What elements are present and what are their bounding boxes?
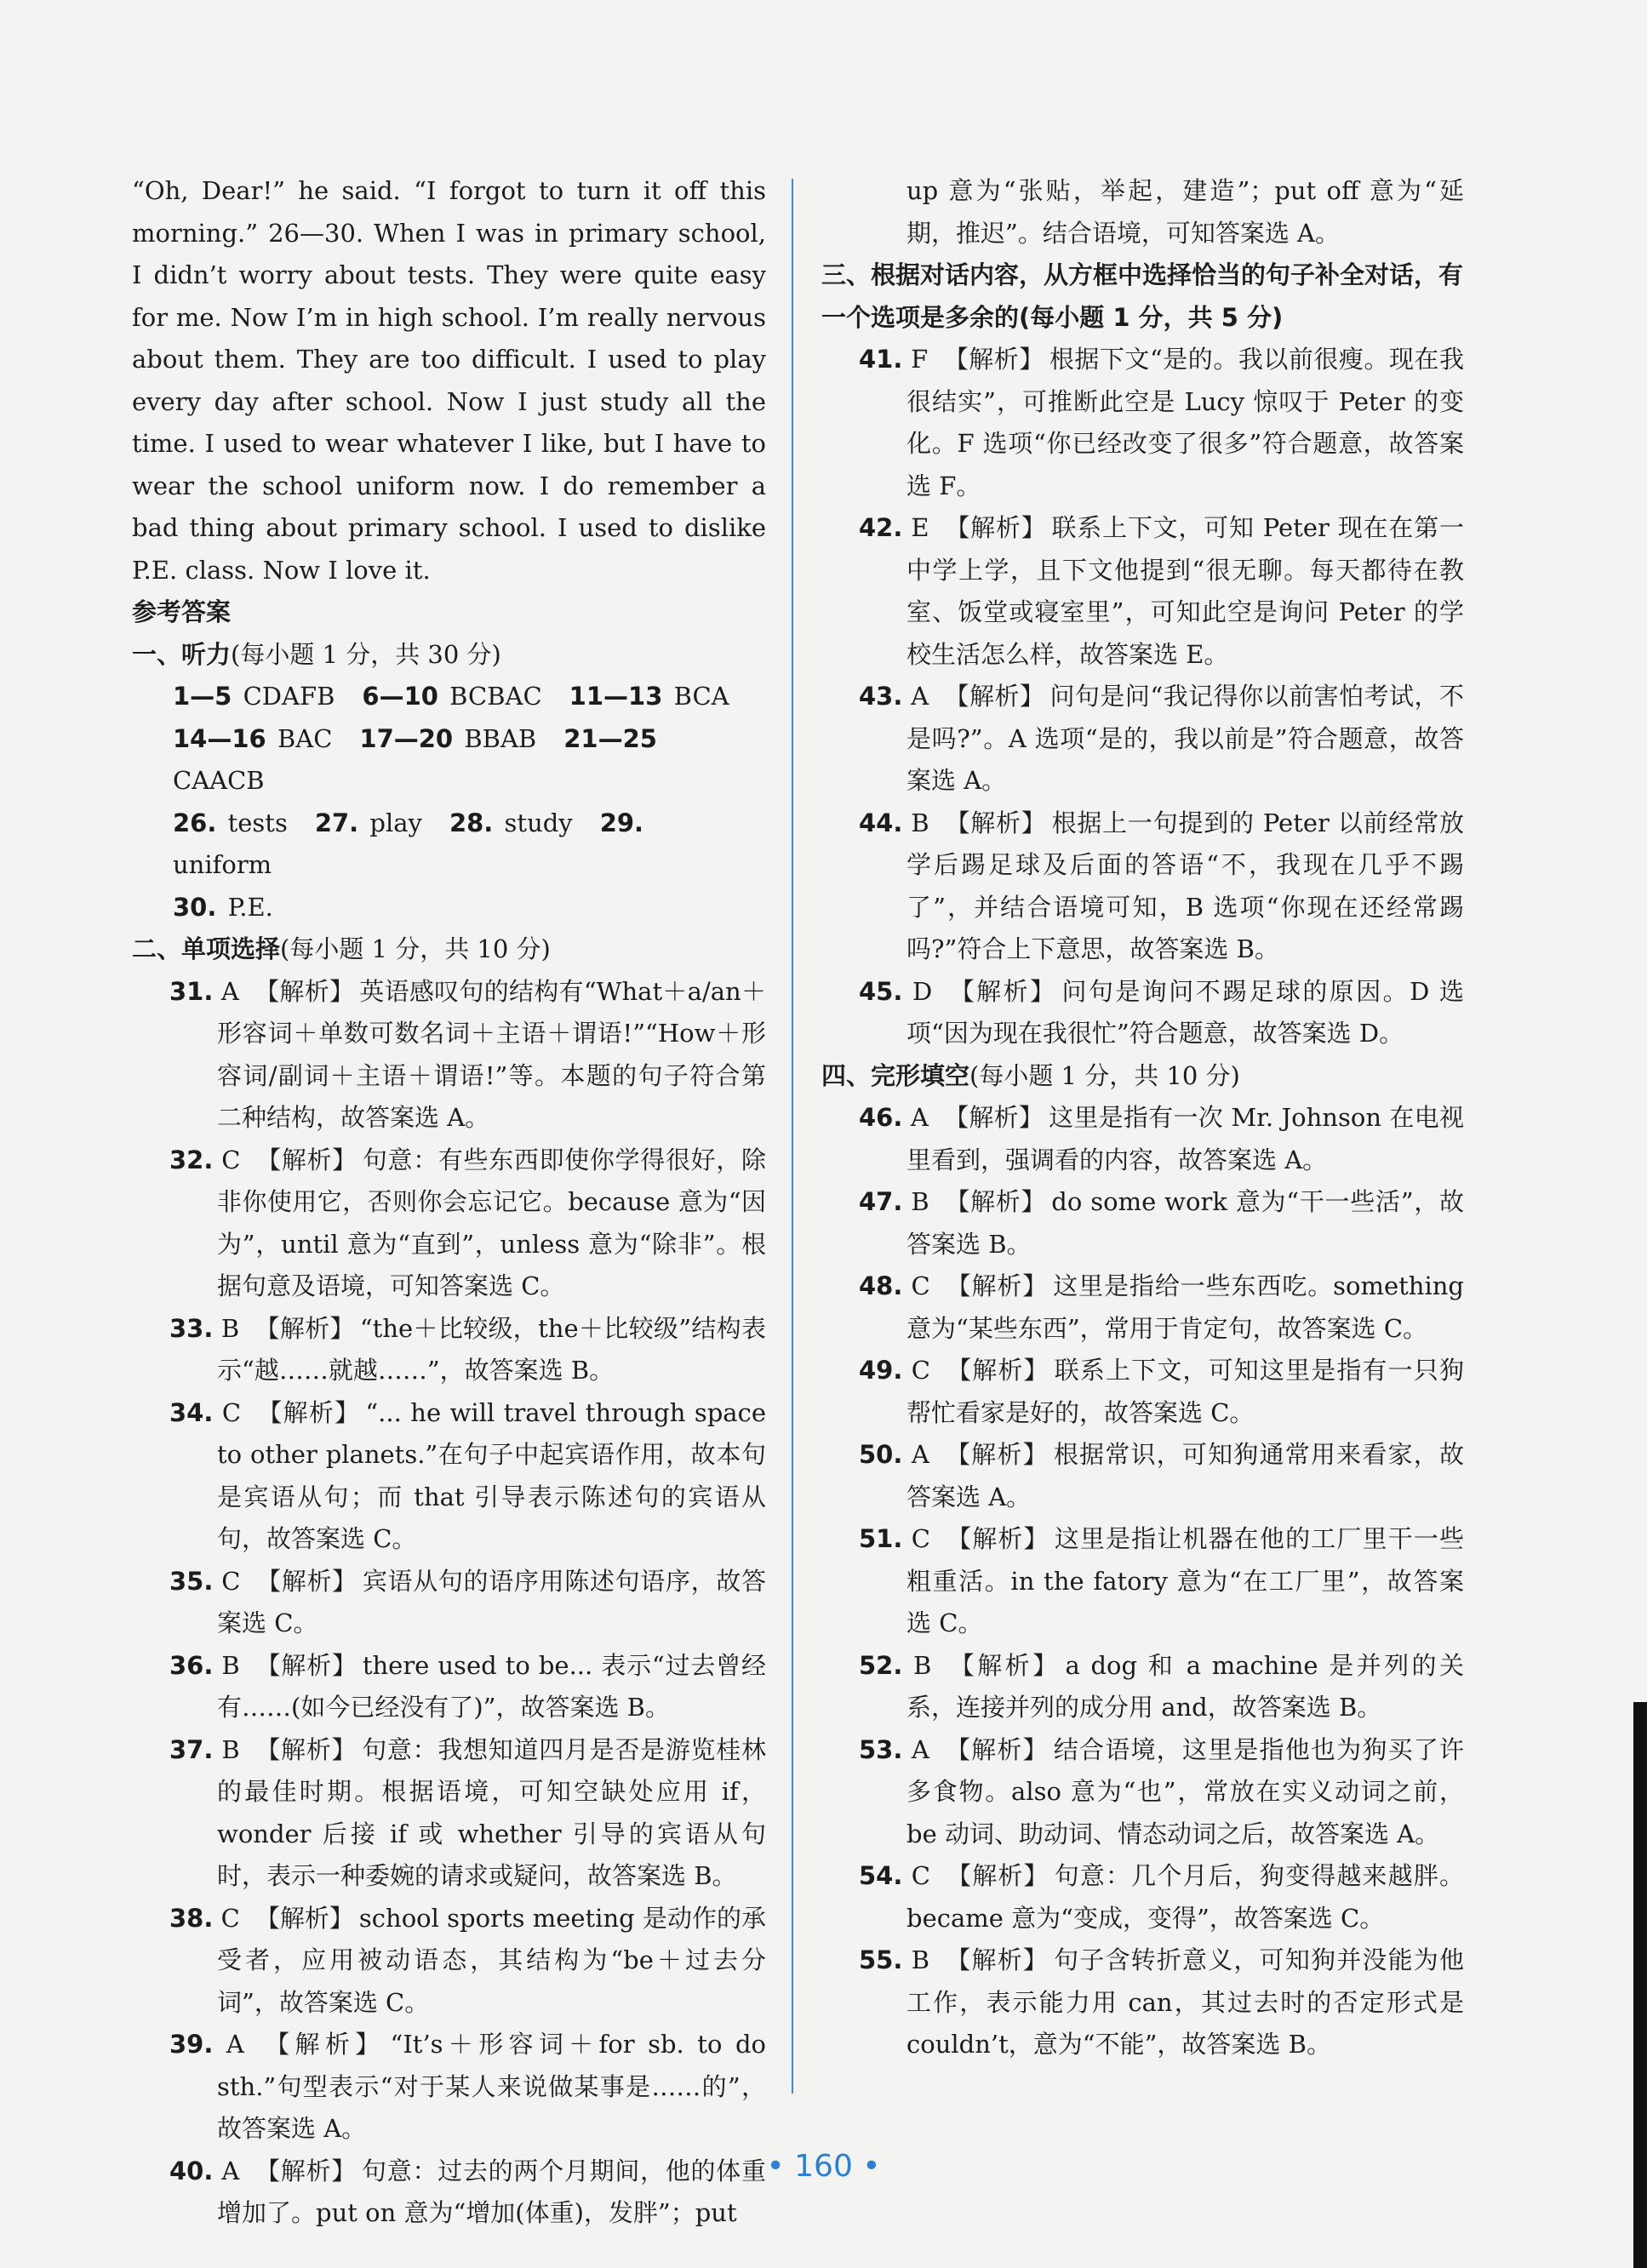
answer-item	[821, 1181, 1464, 1265]
answer-letter: B	[220, 1313, 240, 1343]
answer-letters: play	[369, 808, 422, 837]
analysis-text: “... he will travel through space to other planets.”在句子中起宾语作用，故本句是宾语从句；而 that 引导表示陈述句的宾语从句，故答案选 C。	[217, 1397, 766, 1553]
analysis-text: 这里是指给一些东西吃。something 意为“某些东西”，常用于肯定句，故答案选 C。	[906, 1271, 1464, 1343]
analysis-tag: 【解析】	[945, 1861, 1049, 1890]
answer-letter: A	[220, 976, 239, 1006]
analysis-tag: 【解析】	[946, 1650, 1061, 1680]
analysis-tag: 【解析】	[945, 1356, 1049, 1385]
answer-letter: A	[226, 2030, 244, 2059]
answer-letter: C	[911, 1271, 930, 1300]
answer-letter: B	[221, 1650, 240, 1680]
question-number: 54.	[859, 1861, 903, 1890]
answer-item	[132, 1561, 766, 1645]
answer-letter: C	[221, 1145, 241, 1174]
analysis-text: “It’s＋形容词＋for sb. to do sth.”句型表示“对于某人来说做某事是……的”，故答案选 A。	[217, 2030, 766, 2143]
analysis-text: there used to be... 表示“过去曾经有……(如今已经没有了)”，故答案选 B。	[217, 1650, 766, 1722]
analysis-tag: 【解析】	[945, 1271, 1049, 1300]
analysis-text: 根据常识，可知狗通常用来看家，故答案选 A。	[906, 1440, 1464, 1511]
analysis-text: 联系上下文，可知 Peter 现在在第一中学上学，且下文他提到“很无聊。每天都待在教室、饭堂或寝室里”，可知此空是询问 Peter 的学校生活怎么样，故答案选 E。	[906, 513, 1464, 669]
analysis-tag: 【解析】	[944, 682, 1045, 711]
answer-group	[173, 893, 273, 922]
answer-letter: B	[911, 808, 929, 837]
analysis-tag: 【解析】	[254, 1313, 355, 1343]
answer-letters: uniform	[173, 850, 272, 879]
answer-letter: C	[911, 1524, 930, 1553]
listening-row	[132, 887, 766, 929]
question-number: 55.	[859, 1945, 903, 1974]
answer-group	[359, 724, 536, 753]
question-range: 28.	[449, 808, 494, 837]
analysis-text: 结合语境，这里是指他也为狗买了许多食物。also 意为“也”，常放在实义动词之前，be 动词、助动词、情态动词之后，故答案选 A。	[906, 1734, 1464, 1848]
analysis-text: 句意：几个月后，狗变得越来越胖。became 意为“变成，变得”，故答案选 C。	[906, 1861, 1464, 1933]
answer-letter: F	[911, 345, 929, 374]
question-number: 47.	[859, 1187, 903, 1216]
analysis-text: 根据下文“是的。我以前很瘦。现在我很结实”，可推断此空是 Lucy 惊叹于 Peter 的变化。F 选项“你已经改变了很多”符合题意，故答案选 F。	[906, 345, 1465, 500]
answer-item	[821, 1434, 1464, 1518]
question-number: 40.	[169, 2156, 214, 2185]
analysis-tag: 【解析】	[944, 513, 1047, 542]
answer-item	[821, 1940, 1464, 2066]
question-number: 48.	[859, 1271, 903, 1300]
listening-answers	[132, 676, 766, 928]
answer-letter: A	[910, 1103, 929, 1132]
answer-item	[821, 803, 1464, 971]
analysis-text: do some work 意为“干一些活”，故答案选 B。	[906, 1187, 1464, 1259]
listening-row	[132, 803, 766, 887]
question-number: 41.	[859, 345, 903, 374]
answer-group	[569, 682, 729, 711]
question-range: 14—16	[173, 723, 266, 753]
analysis-tag: 【解析】	[943, 345, 1044, 374]
page-number: • 160 •	[766, 2149, 881, 2184]
answer-item	[132, 1729, 766, 1898]
question-number: 35.	[169, 1566, 214, 1596]
question-number: 49.	[859, 1356, 903, 1385]
analysis-tag: 【解析】	[254, 1903, 354, 1933]
analysis-tag: 【解析】	[254, 2156, 357, 2185]
analysis-text: 句子含转折意义，可知狗并没能为他工作，表示能力用 can，其过去时的否定形式是 couldn’t，意为“不能”，故答案选 B。	[906, 1945, 1464, 2059]
answer-letters: BCA	[673, 682, 729, 711]
question-number: 53.	[859, 1734, 903, 1764]
answer-item	[132, 1645, 766, 1729]
analysis-tag: 【解析】	[945, 1524, 1049, 1553]
section-heading: 三、根据对话内容，从方框中选择恰当的句子补全对话，有一个选项是多余的(每小题 1 分，共 5 分)	[821, 260, 1464, 332]
question-number: 43.	[859, 682, 903, 711]
answer-letter: B	[911, 1945, 930, 1974]
answer-letters: tests	[227, 808, 288, 837]
answer-list	[821, 1097, 1464, 2066]
answer-item	[132, 1140, 766, 1308]
question-number: 45.	[859, 976, 903, 1006]
question-range: 27.	[314, 808, 359, 837]
answer-item	[821, 339, 1464, 507]
answer-letter: C	[911, 1861, 930, 1890]
question-number: 52.	[859, 1650, 903, 1680]
answer-letter: C	[221, 1397, 242, 1427]
question-number: 33.	[169, 1313, 214, 1343]
analysis-tag: 【解析】	[255, 1145, 357, 1174]
answers-heading: 参考答案	[132, 597, 232, 626]
left-column	[132, 170, 766, 2235]
question-number: 37.	[169, 1734, 214, 1764]
answer-letters: study	[504, 808, 573, 837]
question-number: 38.	[169, 1903, 214, 1933]
scan-edge	[1633, 1702, 1647, 2268]
analysis-text: 联系上下文，可知这里是指有一只狗帮忙看家是好的，故答案选 C。	[906, 1356, 1464, 1427]
section-heading: 一、听力(每小题 1 分，共 30 分)	[132, 639, 501, 669]
answer-item	[821, 971, 1464, 1055]
analysis-text: 宾语从句的语序用陈述句语序，故答案选 C。	[217, 1566, 766, 1637]
question-range: 6—10	[362, 682, 438, 711]
answer-letters: CAACB	[173, 766, 265, 795]
analysis-text: 英语感叹句的结构有“What＋a/an＋形容词＋单数可数名词＋主语＋谓语!”“How＋形容词/副词＋主语＋谓语!”等。本题的句子符合第二种结构，故答案选 A。	[217, 976, 766, 1132]
question-number: 34.	[169, 1397, 214, 1427]
question-number: 50.	[859, 1440, 903, 1469]
question-range: 29.	[599, 808, 644, 837]
answer-letter: A	[911, 1734, 929, 1764]
analysis-tag: 【解析】	[945, 1945, 1049, 1974]
question-number: 42.	[859, 513, 903, 542]
answer-group	[362, 682, 541, 711]
question-range: 26.	[173, 808, 217, 837]
analysis-text: 问句是询问不踢足球的原因。D 选项“因为现在我很忙”符合题意，故答案选 D。	[906, 976, 1464, 1048]
analysis-text: 句意：我想知道四月是否是游览桂林的最佳时期。根据语境，可知空缺处应用 if，wonder 后接 if 或 whether 引导的宾语从句时，表示一种委婉的请求或疑问，故答案选 B。	[217, 1734, 766, 1890]
answer-item	[821, 1097, 1464, 1181]
answer-group	[173, 724, 332, 753]
question-range: 30.	[173, 892, 217, 922]
question-number: 44.	[859, 808, 903, 837]
analysis-tag: 【解析】	[254, 1650, 357, 1680]
answer-group	[449, 808, 573, 837]
question-range: 1—5	[173, 682, 232, 711]
analysis-tag: 【解析】	[947, 976, 1057, 1006]
answer-letter: D	[912, 976, 933, 1006]
answer-letter: A	[911, 682, 929, 711]
answer-item	[132, 971, 766, 1140]
analysis-text: 句意：过去的两个月期间，他的体重增加了。put on 意为“增加(体重)，发胖”；put	[217, 2156, 766, 2227]
question-number: 32.	[169, 1145, 214, 1174]
question-number: 39.	[169, 2030, 214, 2059]
answer-letter: B	[913, 1650, 932, 1680]
answer-letters: P.E.	[227, 892, 273, 922]
analysis-text: 这里是指有一次 Mr. Johnson 在电视里看到，强调看的内容，故答案选 A。	[906, 1103, 1464, 1174]
section-heading: 二、单项选择(每小题 1 分，共 10 分)	[132, 934, 551, 963]
answer-item	[821, 1729, 1464, 1856]
question-number: 51.	[859, 1524, 903, 1553]
analysis-tag: 【解析】	[943, 1103, 1044, 1132]
answer-item	[821, 1265, 1464, 1350]
answer-letter: C	[911, 1356, 930, 1385]
answer-letter: A	[911, 1440, 929, 1469]
question-number: 31.	[169, 976, 214, 1006]
answer-item	[821, 1350, 1464, 1434]
answer-list	[821, 339, 1464, 1055]
question-range: 11—13	[569, 682, 663, 711]
continuation-text: up 意为“张贴，举起，建造”；put off 意为“延期，推迟”。结合语境，可知答案选 A。	[906, 176, 1464, 248]
question-range: 17—20	[359, 723, 454, 753]
analysis-tag: 【解析】	[255, 1566, 357, 1596]
answer-group	[173, 682, 335, 711]
analysis-text: a dog 和 a machine 是并列的关系，连接并列的成分用 and，故答案选 B。	[906, 1650, 1464, 1722]
question-number: 36.	[169, 1650, 214, 1680]
answer-item	[132, 2024, 766, 2151]
question-number: 46.	[859, 1103, 903, 1132]
section-heading: 四、完形填空(每小题 1 分，共 10 分)	[821, 1060, 1240, 1090]
answer-item	[132, 1898, 766, 2025]
answer-item	[821, 507, 1464, 676]
listening-row	[132, 676, 766, 718]
answer-list	[132, 971, 766, 2235]
answer-group	[173, 808, 288, 837]
analysis-tag: 【解析】	[944, 1440, 1049, 1469]
question-range: 21—25	[563, 723, 657, 753]
answer-letters: BAC	[277, 723, 333, 753]
analysis-tag: 【解析】	[254, 1734, 357, 1764]
analysis-text: 句意：有些东西即使你学得很好，除非你使用它，否则你会忘记它。because 意为“因为”，until 意为“直到”，unless 意为“除非”。根据句意及语境，可知答案选 C。	[217, 1145, 766, 1300]
analysis-tag: 【解析】	[944, 1734, 1049, 1764]
answer-item	[821, 1855, 1464, 1940]
answer-item	[821, 676, 1464, 803]
answer-letter: B	[221, 1734, 240, 1764]
analysis-tag: 【解析】	[944, 1187, 1047, 1216]
answer-letters: BBAB	[464, 723, 537, 753]
analysis-tag: 【解析】	[944, 808, 1047, 837]
analysis-tag: 【解析】	[256, 1397, 361, 1427]
answer-letter: C	[221, 1566, 241, 1596]
transcript-text: “Oh, Dear!” he said. “I forgot to turn it off this morning.” 26—30. When I was in primary school, I didn’t worry about tests. They were quite easy for me. Now I’m in high school. I’m really nervous about them. They are too difficult. I used to play every day after school. Now I just study all the time. I used to wear whatever I like, but I have to wear the school uniform now. I do remember a bad thing about primary school. I used to dislike P.E. class. Now I love it.	[132, 176, 766, 585]
answer-letters: BCBAC	[449, 682, 542, 711]
analysis-text: school sports meeting 是动作的承受者，应用被动语态，其结构为“be＋过去分词”，故答案选 C。	[217, 1903, 766, 2017]
answer-item	[132, 1308, 766, 1392]
answer-item	[821, 1645, 1464, 1729]
analysis-text: “the＋比较级，the＋比较级”结构表示“越……就越……”，故答案选 B。	[217, 1313, 767, 1385]
analysis-text: 根据上一句提到的 Peter 以前经常放学后踢足球及后面的答语“不，我现在几乎不踢了”，并结合语境可知，B 选项“你现在还经常踢吗?”符合上下意思，故答案选 B。	[906, 808, 1464, 963]
analysis-tag: 【解析】	[259, 2030, 386, 2059]
analysis-text: 问句是问“我记得你以前害怕考试，不是吗?”。A 选项“是的，我以前是”符合题意，故答案选 A。	[906, 682, 1464, 795]
listening-row	[132, 718, 766, 803]
answer-item	[132, 1392, 766, 1561]
analysis-tag: 【解析】	[254, 976, 355, 1006]
answer-group	[315, 808, 422, 837]
column-divider	[792, 179, 793, 2094]
answer-letter: A	[221, 2156, 240, 2185]
answer-item	[821, 1518, 1464, 1645]
answer-letters: CDAFB	[243, 682, 335, 711]
right-column	[821, 170, 1464, 2066]
analysis-text: 这里是指让机器在他的工厂里干一些粗重活。in the fatory 意为“在工厂里”，故答案选 C。	[906, 1524, 1464, 1637]
answer-letter: E	[911, 513, 929, 542]
answer-letter: C	[220, 1903, 240, 1933]
answer-letter: B	[911, 1187, 929, 1216]
